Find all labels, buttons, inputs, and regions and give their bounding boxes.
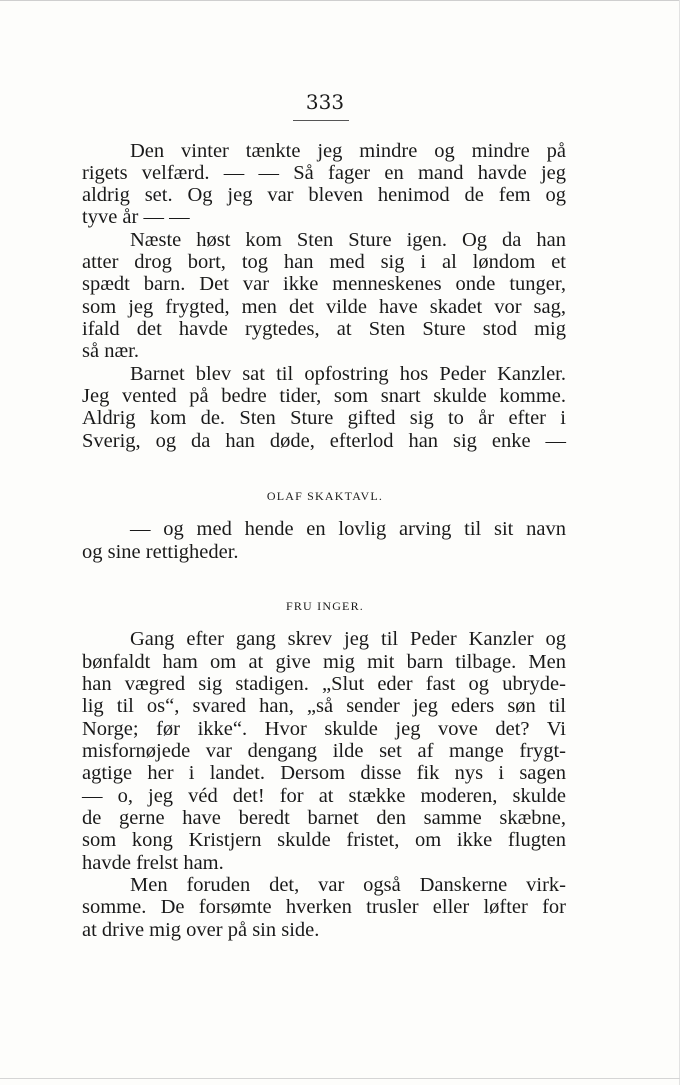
text-line: misfornøjede var dengang ilde set af mange frygt- [82, 740, 566, 762]
text-line: at drive mig over på sin side. [82, 919, 320, 941]
text-line: de gerne have beredt barnet den samme skæbne, [82, 807, 566, 829]
text-line: som jeg frygted, men det vilde have skadet vor sag, [82, 296, 566, 318]
text-line: havde frelst ham. [82, 852, 224, 874]
text-line: han vægred sig stadigen. „Slut eder fast og ubryde- [82, 673, 566, 695]
text-line: Jeg vented på bedre tider, som snart skulde komme. [82, 385, 566, 407]
text-line: som kong Kristjern skulde fristet, om ikke flugten [82, 829, 566, 851]
text-line: Den vinter tænkte jeg mindre og mindre på [130, 140, 566, 162]
text-line: somme. De forsømte hverken trusler eller løfter for [82, 896, 566, 918]
page-number-rule [293, 120, 349, 121]
text-line: ifald det havde rygtedes, at Sten Sture stod mig [82, 318, 566, 340]
text-line: Men foruden det, var også Danskerne virk- [130, 874, 566, 896]
text-line: lig til os“, svared han, „så sender jeg eders søn til [82, 695, 566, 717]
text-line: Barnet blev sat til opfostring hos Peder Kanzler. [130, 363, 566, 385]
text-line: agtige her i landet. Dersom disse fik nys i sagen [82, 762, 566, 784]
text-line: aldrig set. Og jeg var bleven henimod de fem og [82, 184, 566, 206]
text-line: rigets velfærd. — — Så fager en mand havde jeg [82, 162, 566, 184]
text-line: — og med hende en lovlig arving til sit navn [130, 518, 566, 540]
text-line: Gang efter gang skrev jeg til Peder Kanzler og [130, 628, 566, 650]
text-line: så nær. [82, 340, 139, 362]
page-number: 333 [305, 90, 345, 114]
speaker-heading: OLAF SKAKTAVL. [266, 489, 384, 503]
text-line: Aldrig kom de. Sten Sture gifted sig to år efter i [82, 407, 566, 429]
text-line: tyve år — — [82, 206, 190, 228]
text-line: Sverig, og da han døde, efterlod han sig enke — [82, 430, 566, 452]
text-line: Næste høst kom Sten Sture igen. Og da han [130, 229, 566, 251]
text-line: bønfaldt ham om at give mig mit barn tilbage. Men [82, 651, 566, 673]
text-line: — o, jeg véd det! for at stække moderen, skulde [82, 785, 566, 807]
text-line: og sine rettigheder. [82, 541, 239, 563]
speaker-heading: FRU INGER. [285, 599, 364, 613]
text-line: atter drog bort, tog han med sig i al løndom et [82, 251, 566, 273]
text-line: spædt barn. Det var ikke menneskenes onde tunger, [82, 273, 566, 295]
bottom-edge-rule [0, 1078, 680, 1079]
top-edge-rule [0, 0, 680, 1]
text-line: Norge; før ikke“. Hvor skulde jeg vove det? Vi [82, 718, 566, 740]
